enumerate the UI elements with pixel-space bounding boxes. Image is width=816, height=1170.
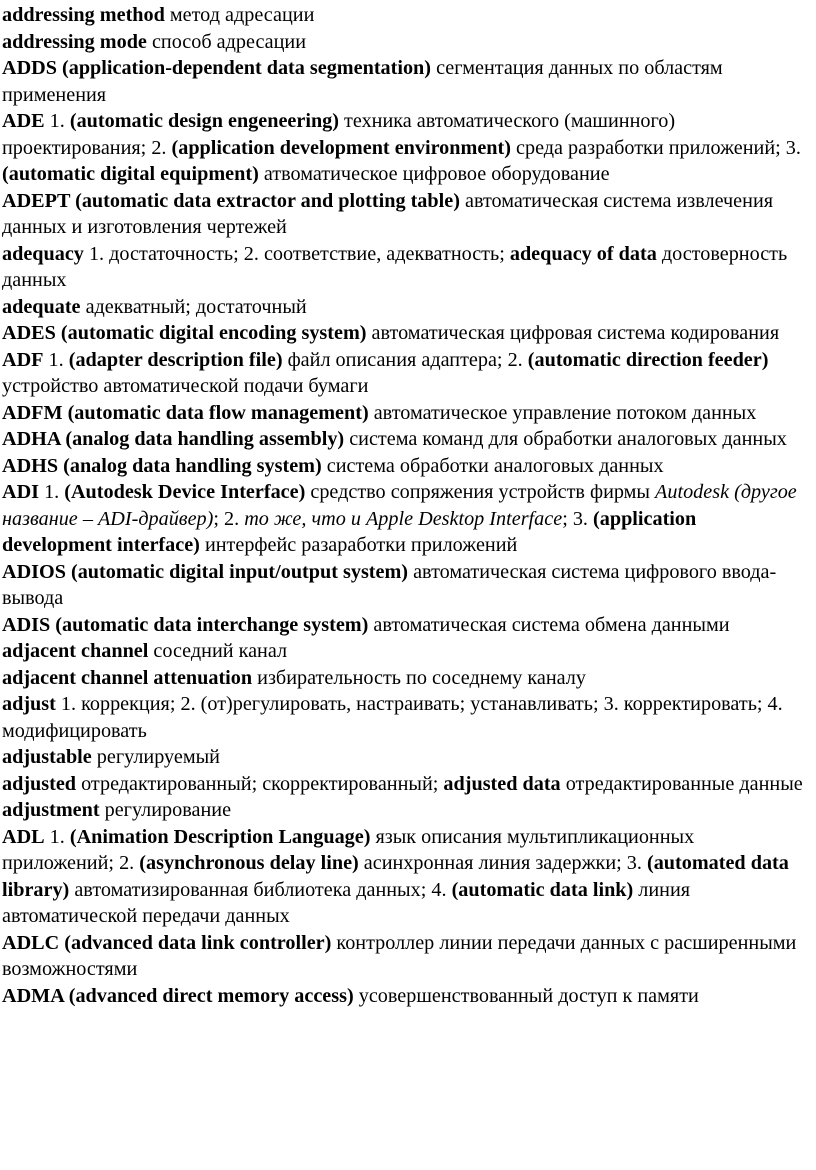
dictionary-entry — [2, 400, 810, 427]
entry-text: 1. — [44, 825, 70, 848]
dictionary-entry — [2, 479, 810, 559]
entry-text: отредактированный; скорректированный; — [76, 772, 444, 795]
dictionary-entry — [2, 930, 810, 983]
entry-term: (Autodesk Device Interface) — [64, 481, 306, 503]
dictionary-entry — [2, 2, 810, 29]
entry-term: adequacy — [2, 242, 84, 265]
entry-text: способ адресации — [146, 30, 307, 53]
entry-term: ADIOS (automatic digital input/output system) — [2, 560, 409, 583]
entry-note: то же, что и Apple Desktop Interface — [244, 507, 563, 530]
entry-text: 1. — [44, 110, 70, 132]
entry-text: язык описания мультипликационных приложений; 2. — [2, 825, 695, 874]
entry-term: (application development environment) — [171, 136, 511, 159]
entry-text: автоматизированная библиотека данных; 4. — [69, 878, 452, 901]
entry-text: 1. — [39, 481, 65, 503]
entry-text: метод адресации — [164, 4, 315, 26]
entry-term: ADES (automatic digital encoding system) — [2, 322, 367, 344]
entry-text: 1. — [43, 348, 69, 371]
entry-text: файл описания адаптера; 2. — [282, 348, 528, 371]
entry-term: ADIS (automatic data interchange system) — [2, 613, 369, 636]
entry-term: ADE — [2, 110, 45, 132]
entry-term: adjacent channel — [2, 640, 149, 662]
entry-text: асинхронная линия задержки; 3. — [358, 852, 647, 874]
entry-text: ; 2. — [213, 507, 245, 530]
entry-term: ADI — [2, 481, 40, 503]
entry-text: отредактированные данные — [560, 772, 803, 795]
entry-text: автоматическая система обмена данными — [368, 613, 730, 636]
dictionary-entry — [2, 824, 810, 930]
dictionary-entry — [2, 744, 810, 771]
entry-term: adjust — [2, 693, 56, 715]
entry-text: автоматическая цифровая система кодирования — [366, 322, 780, 344]
entry-term: adjusted data — [443, 772, 561, 795]
dictionary-entry — [2, 691, 810, 744]
entry-term: (automatic data link) — [451, 878, 634, 901]
entry-text: атвоматическое цифровое оборудование — [258, 163, 610, 185]
entry-note: Autodesk (другое название – ADI-драйвер) — [2, 481, 797, 530]
dictionary-entry — [2, 320, 810, 347]
dictionary-entry — [2, 29, 810, 56]
entry-term: (automatic direction feeder) — [527, 348, 769, 371]
dictionary-entry-list — [2, 2, 810, 1009]
entry-text: интерфейс разаработки приложений — [199, 534, 518, 556]
entry-term: ADL — [2, 825, 45, 848]
entry-term: (Animation Description Language) — [69, 825, 371, 848]
dictionary-entry — [2, 559, 810, 612]
entry-text: избирательность по соседнему каналу — [252, 666, 586, 689]
entry-term: adjustable — [2, 746, 92, 768]
dictionary-entry — [2, 241, 810, 294]
entry-text: регулируемый — [91, 746, 220, 768]
entry-text: сегментация данных по областям применения — [2, 57, 723, 106]
entry-text: регулирование — [99, 799, 232, 821]
dictionary-entry — [2, 347, 810, 400]
entry-term: ADEPT (automatic data extractor and plotting table) — [2, 189, 460, 212]
entry-text: средство сопряжения устройств фирмы — [305, 481, 656, 503]
dictionary-entry — [2, 983, 810, 1010]
entry-term: (automatic digital equipment) — [2, 163, 259, 185]
entry-text: система команд для обработки аналоговых данных — [344, 428, 787, 450]
entry-term: (application development interface) — [2, 507, 697, 556]
entry-term: ADDS (application-dependent data segmentation) — [2, 57, 432, 79]
dictionary-entry — [2, 55, 810, 108]
entry-term: ADLC (advanced data link controller) — [2, 931, 332, 954]
dictionary-entry — [2, 612, 810, 639]
entry-text: адекватный; достаточный — [80, 295, 307, 318]
entry-term: ADFM (automatic data flow management) — [2, 401, 369, 424]
entry-term: ADHS (analog data handling system) — [2, 454, 322, 477]
entry-term: (automatic design engeneering) — [69, 110, 339, 132]
dictionary-entry — [2, 797, 810, 824]
entry-text: достоверность данных — [2, 242, 788, 291]
dictionary-entry — [2, 453, 810, 480]
entry-term: adequate — [2, 295, 81, 318]
entry-text: автоматическая система цифрового ввода-вывода — [2, 560, 777, 609]
entry-term: ADHA (analog data handling assembly) — [2, 428, 345, 450]
entry-term: ADMA (advanced direct memory access) — [2, 984, 354, 1007]
entry-term: adequacy of data — [509, 242, 657, 265]
entry-text: система обработки аналоговых данных — [321, 454, 664, 477]
entry-term: adjustment — [2, 799, 100, 821]
entry-text: 1. достаточность; 2. соответствие, адекватность; — [83, 242, 510, 265]
dictionary-entry — [2, 638, 810, 665]
entry-text: 1. коррекция; 2. (от)регулировать, настраивать; устанавливать; 3. корректировать; 4. модифицировать — [2, 693, 783, 742]
dictionary-entry — [2, 665, 810, 692]
entry-term: (automated data library) — [2, 852, 789, 901]
entry-text: автоматическая система извлечения данных и изготовления чертежей — [2, 189, 774, 238]
entry-text: техника автоматического (машинного) проектирования; 2. — [2, 110, 676, 159]
dictionary-entry — [2, 294, 810, 321]
entry-term: addressing method — [2, 4, 165, 26]
entry-text: устройство автоматической подачи бумаги — [2, 375, 369, 397]
entry-text: контроллер линии передачи данных с расширенными возможностями — [2, 931, 797, 980]
dictionary-entry — [2, 426, 810, 453]
entry-term: adjacent channel attenuation — [2, 666, 253, 689]
entry-term: ADF — [2, 348, 44, 371]
dictionary-entry — [2, 108, 810, 188]
entry-term: addressing mode — [2, 30, 147, 53]
entry-term: (asynchronous delay line) — [139, 852, 359, 874]
entry-text: усовершенствованный доступ к памяти — [353, 984, 699, 1007]
entry-term: (adapter description file) — [68, 348, 283, 371]
entry-text: среда разработки приложений; 3. — [510, 136, 801, 159]
entry-term: adjusted — [2, 772, 77, 795]
dictionary-entry — [2, 771, 810, 798]
dictionary-entry — [2, 188, 810, 241]
entry-text: автоматическое управление потоком данных — [368, 401, 757, 424]
entry-text: соседний канал — [148, 640, 288, 662]
entry-text: линия автоматической передачи данных — [2, 878, 691, 927]
entry-text: ; 3. — [562, 507, 594, 530]
